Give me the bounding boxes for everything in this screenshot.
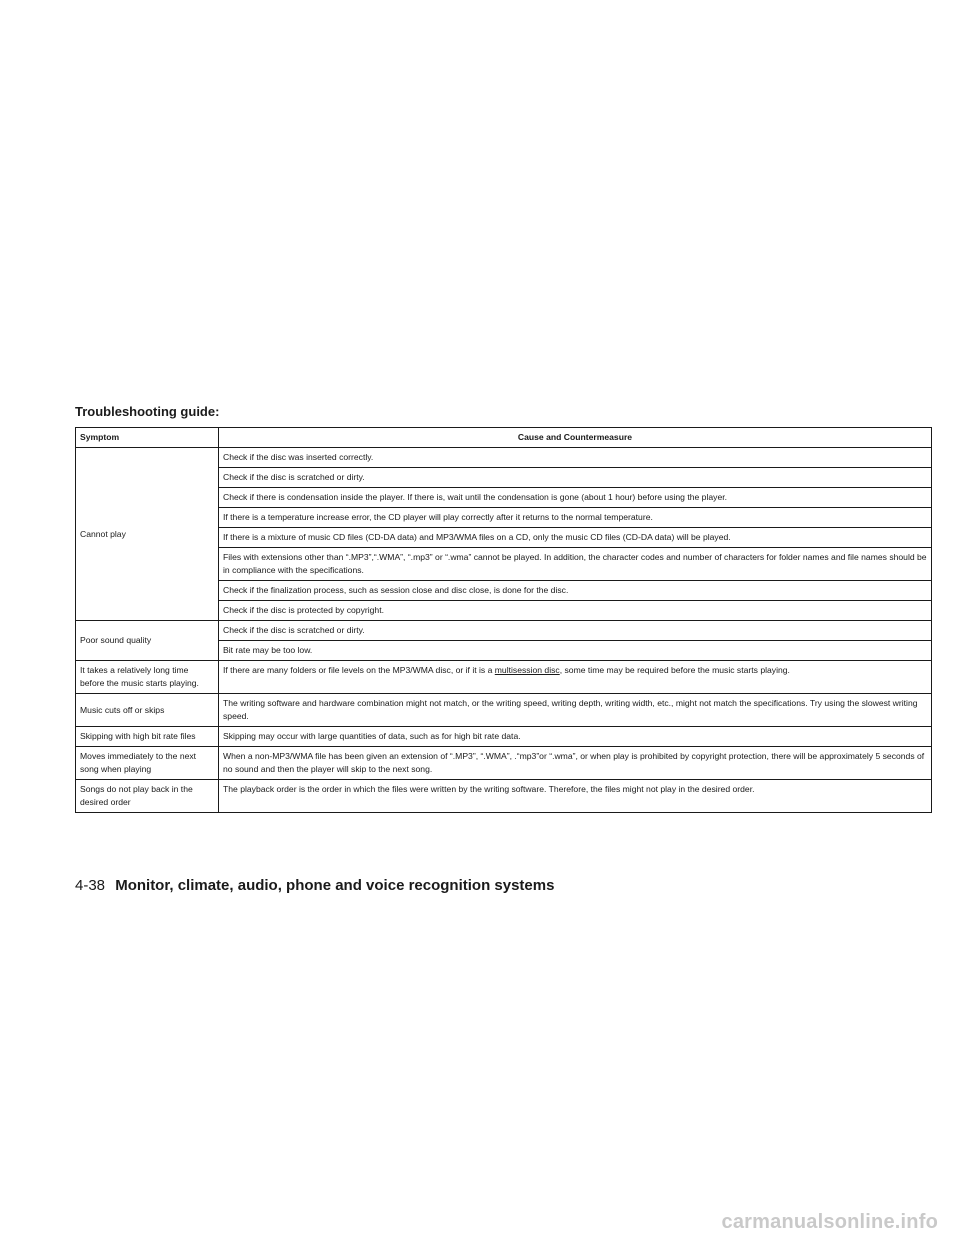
symptom-cell: Poor sound quality xyxy=(76,621,219,661)
table-row xyxy=(76,661,932,694)
cause-cell: Check if the disc is scratched or dirty. xyxy=(219,621,932,641)
multisession-disc-link[interactable]: multisession disc xyxy=(494,665,560,675)
table-row xyxy=(76,621,932,641)
cause-text: , some time may be required before the music starts playing. xyxy=(559,665,790,675)
table-header-row xyxy=(76,428,932,448)
table-row xyxy=(76,747,932,780)
header-symptom: Symptom xyxy=(76,428,219,448)
table-row xyxy=(76,780,932,813)
cause-cell: Check if the disc was inserted correctly. xyxy=(219,448,932,468)
table-row xyxy=(76,448,932,468)
header-cause: Cause and Countermeasure xyxy=(219,428,932,448)
symptom-cell: Moves immediately to the next song when playing xyxy=(76,747,219,780)
cause-cell: Check if there is condensation inside the player. If there is, wait until the condensation is gone (about 1 hour) before using the player. xyxy=(219,488,932,508)
cause-cell: If there is a mixture of music CD files (CD-DA data) and MP3/WMA files on a CD, only the music CD files (CD-DA data) will be played. xyxy=(219,528,932,548)
table-row xyxy=(76,727,932,747)
symptom-cell: Music cuts off or skips xyxy=(76,694,219,727)
cause-cell: Check if the disc is scratched or dirty. xyxy=(219,468,932,488)
cause-cell: If there is a temperature increase error, the CD player will play correctly after it returns to the normal temperature. xyxy=(219,508,932,528)
cause-cell: Files with extensions other than “.MP3”,“.WMA”, “.mp3” or “.wma” cannot be played. In addition, the character codes and number of characters for folder names and file names should be in compliance with the specifications. xyxy=(219,548,932,581)
symptom-cell: Cannot play xyxy=(76,448,219,621)
symptom-cell: It takes a relatively long time before the music starts playing. xyxy=(76,661,219,694)
cause-cell: The playback order is the order in which the files were written by the writing software. Therefore, the files might not play in the desired order. xyxy=(219,780,932,813)
watermark: carmanualsonline.info xyxy=(721,1211,938,1233)
page-footer xyxy=(75,877,554,894)
page-number: 4-38 xyxy=(75,877,106,894)
cause-cell: Check if the finalization process, such as session close and disc close, is done for the disc. xyxy=(219,581,932,601)
cause-text: If there are many folders or file levels on the MP3/WMA disc, or if it is a xyxy=(223,665,495,675)
table-row xyxy=(76,694,932,727)
cause-cell: The writing software and hardware combination might not match, or the writing speed, writing depth, writing width, etc., might not match the specifications. Try using the slowest writing speed. xyxy=(219,694,932,727)
cause-cell: Skipping may occur with large quantities of data, such as for high bit rate data. xyxy=(219,727,932,747)
symptom-cell: Skipping with high bit rate files xyxy=(76,727,219,747)
troubleshooting-table xyxy=(75,427,932,813)
cause-cell: Check if the disc is protected by copyright. xyxy=(219,601,932,621)
section-heading: Troubleshooting guide: xyxy=(75,404,220,419)
cause-cell: When a non-MP3/WMA file has been given an extension of “.MP3”, “.WMA”, .“mp3”or “.wma”, or when play is prohibited by copyright protection, there will be approximately 5 seconds of no sound and then the player will skip to the next song. xyxy=(219,747,932,780)
cause-cell xyxy=(219,661,932,694)
chapter-title: Monitor, climate, audio, phone and voice recognition systems xyxy=(115,877,555,894)
symptom-cell: Songs do not play back in the desired order xyxy=(76,780,219,813)
cause-cell: Bit rate may be too low. xyxy=(219,641,932,661)
